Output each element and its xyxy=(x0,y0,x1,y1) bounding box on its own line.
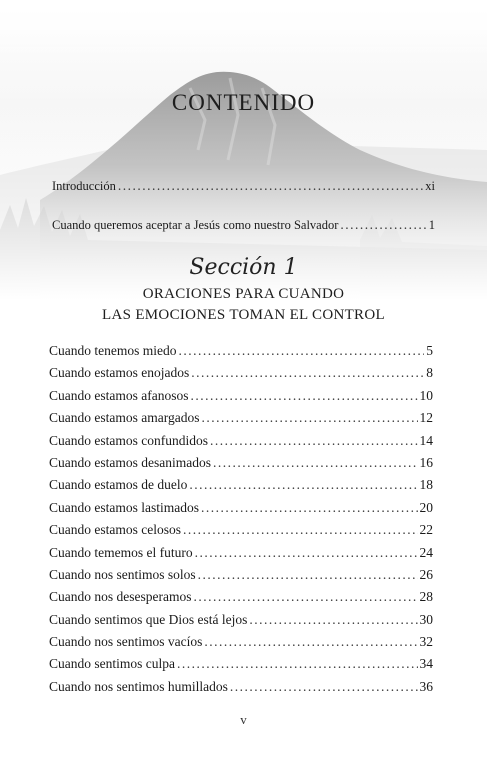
toc-entry[interactable] xyxy=(49,410,433,432)
toc-entry-page-number: 12 xyxy=(419,410,433,426)
dot-leader xyxy=(189,477,417,493)
toc-entry-page-number: 16 xyxy=(419,454,433,470)
dot-leader xyxy=(177,656,418,672)
toc-entry-introduccion[interactable] xyxy=(52,178,435,194)
toc-entry-label: Cuando queremos aceptar a Jesús como nuestro Salvador xyxy=(52,218,339,232)
section-1-entry-list xyxy=(49,343,433,701)
toc-entry[interactable] xyxy=(49,455,433,477)
toc-entry-page-number: 22 xyxy=(419,522,433,538)
toc-entry-page-number: 30 xyxy=(419,611,433,627)
toc-entry[interactable] xyxy=(49,589,433,611)
toc-entry-label: Cuando nos sentimos vacíos xyxy=(49,634,203,650)
toc-entry-page-number: 5 xyxy=(426,343,433,358)
toc-entry-label: Cuando estamos celosos xyxy=(49,522,181,538)
dot-leader xyxy=(178,343,424,359)
toc-entry-page-number: 28 xyxy=(419,589,433,605)
toc-entry-label: Cuando estamos enojados xyxy=(49,365,190,381)
toc-entry-label: Cuando estamos lastimados xyxy=(49,499,199,515)
section-script-heading: Sección 1 xyxy=(189,255,298,280)
toc-entry-label: Introducción xyxy=(52,179,116,193)
toc-entry-label: Cuando sentimos que Dios está lejos xyxy=(49,611,248,627)
dot-leader xyxy=(191,365,424,381)
toc-entry-label: Cuando estamos afanosos xyxy=(49,387,189,403)
toc-entry-label: Cuando estamos de duelo xyxy=(49,477,188,493)
toc-entry[interactable] xyxy=(49,343,433,365)
dot-leader xyxy=(340,217,426,233)
toc-entry-page-number: 10 xyxy=(419,387,433,403)
toc-entry-label: Cuando estamos confundidos xyxy=(49,432,208,448)
toc-entry[interactable] xyxy=(49,634,433,656)
dot-leader xyxy=(213,455,418,471)
toc-entry[interactable] xyxy=(49,522,433,544)
section-title-line-2: LAS EMOCIONES TOMAN EL CONTROL xyxy=(102,307,385,323)
toc-entry-page-number: 1 xyxy=(428,218,435,232)
page-title: CONTENIDO xyxy=(171,90,316,115)
dot-leader xyxy=(193,589,417,605)
toc-entry-page-number: 24 xyxy=(419,544,433,560)
section-title-line-1: ORACIONES PARA CUANDO xyxy=(142,286,345,302)
toc-entry-page-number: 32 xyxy=(419,634,433,650)
dot-leader xyxy=(195,545,418,561)
toc-entry-page-number: 26 xyxy=(419,566,433,582)
toc-entry[interactable] xyxy=(49,612,433,634)
toc-entry-page-number: 20 xyxy=(419,499,433,515)
dot-leader xyxy=(190,388,417,404)
toc-entry[interactable] xyxy=(49,477,433,499)
dot-leader xyxy=(198,567,418,583)
toc-entry[interactable] xyxy=(49,656,433,678)
dot-leader xyxy=(210,433,418,449)
dot-leader xyxy=(204,634,417,650)
toc-entry-label: Cuando nos sentimos solos xyxy=(49,566,196,582)
toc-entry[interactable] xyxy=(49,679,433,701)
toc-entry-label: Cuando tenemos miedo xyxy=(49,343,177,358)
toc-entry-aceptar-a-jesus[interactable] xyxy=(52,217,435,233)
toc-entry-page-number: 14 xyxy=(419,432,433,448)
toc-entry[interactable] xyxy=(49,567,433,589)
toc-entry[interactable] xyxy=(49,500,433,522)
dot-leader xyxy=(230,679,418,695)
toc-entry-label: Cuando nos desesperamos xyxy=(49,589,192,605)
toc-entry-page-number: 8 xyxy=(426,365,433,381)
toc-entry-label: Cuando nos sentimos humillados xyxy=(49,678,228,694)
dot-leader xyxy=(201,500,418,516)
toc-entry-page-number: xi xyxy=(425,179,435,193)
dot-leader xyxy=(118,178,423,194)
toc-entry-label: Cuando estamos desanimados xyxy=(49,454,211,470)
dot-leader xyxy=(249,612,417,628)
page-folio-number: v xyxy=(240,712,247,727)
toc-entry-label: Cuando tememos el futuro xyxy=(49,544,193,560)
toc-entry[interactable] xyxy=(49,545,433,567)
toc-entry-page-number: 18 xyxy=(419,477,433,493)
toc-entry[interactable] xyxy=(49,365,433,387)
toc-entry-label: Cuando sentimos culpa xyxy=(49,656,175,672)
toc-entry-label: Cuando estamos amargados xyxy=(49,410,200,426)
dot-leader xyxy=(201,410,417,426)
dot-leader xyxy=(183,522,418,538)
toc-entry[interactable] xyxy=(49,433,433,455)
toc-entry-page-number: 34 xyxy=(419,656,433,672)
toc-entry[interactable] xyxy=(49,388,433,410)
toc-entry-page-number: 36 xyxy=(419,678,433,694)
